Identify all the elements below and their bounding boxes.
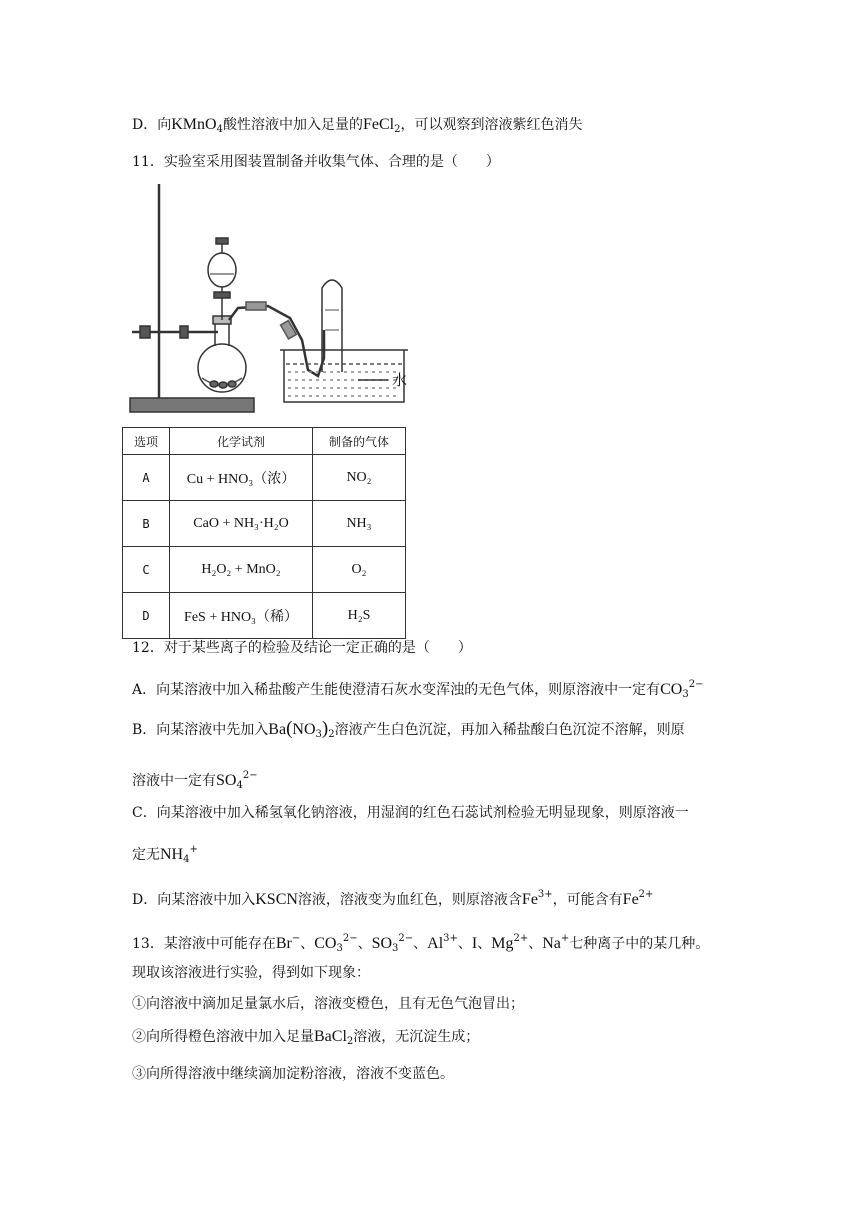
option-text: 溶液产生白色沉淀，再加入稀盐酸白色沉淀不溶解，则原 [334,722,685,738]
separator: 、 [300,936,315,952]
stem-text: 七种离子中的某几种。 [569,936,710,952]
header-gas: 制备的气体 [313,428,406,455]
separatory-funnel [208,253,236,287]
q10-d-text: D．向 [132,117,172,133]
cell-reagent: FeS + HNO₃（稀） [170,593,313,639]
water-label: 水 [392,371,408,389]
separator: 、 [477,936,492,952]
formula: Fe [521,891,538,908]
formula: Mg [491,935,514,952]
subscript: 3 [315,729,322,740]
cell-option: D [123,593,170,639]
cell-option: B [123,501,170,547]
cell-option: C [123,547,170,593]
q12-option-b [132,718,685,746]
formula: Fe [622,891,639,908]
formula: NH [160,846,184,863]
subscript: 4 [236,780,243,791]
subscript: 2 [394,124,401,135]
step-text: 溶液，无沉淀生成； [353,1029,480,1045]
superscript: 2+ [513,933,529,944]
superscript: 2− [342,933,358,944]
superscript: 2− [398,933,414,944]
superscript: 2+ [638,889,654,900]
q10-d-text: 酸性溶液中加入足量的 [222,117,363,133]
superscript: 3+ [443,933,458,944]
subscript: 3 [336,943,343,954]
clamp-knob [140,326,150,338]
header-reagent: 化学试剂 [170,428,313,455]
formula: CO [314,935,337,952]
option-text: A．向某溶液中加入稀盐酸产生能使澄清石灰水变浑浊的无色气体，则原溶液中一定有 [132,682,661,698]
header-option: 选项 [123,428,170,455]
q12-option-a [132,674,703,706]
cell-gas: NH₃ [313,501,406,547]
option-text: B．向某溶液中先加入 [132,722,269,738]
superscript: 2− [242,770,258,781]
cell-option: A [123,455,170,501]
formula: KMnO [171,116,217,133]
paren: ( [286,718,293,739]
cell-reagent: Cu + HNO₃（浓） [170,455,313,501]
subscript: 4 [216,124,223,135]
separator: 、 [357,936,372,952]
option-text: ，可能含有 [552,892,623,908]
superscript: − [291,933,301,944]
cell-gas: NO₂ [313,455,406,501]
clamp-boss [180,326,188,338]
q11-stem: 11．实验室采用图装置制备并收集气体、合理的是（ ） [132,154,500,170]
superscript: 3+ [537,889,553,900]
superscript: + [189,844,198,855]
stem-text: 13．某溶液中可能存在 [132,936,276,952]
table-row [123,501,406,547]
formula: Ba [268,721,287,738]
option-text: 溶液中一定有 [132,773,216,789]
delivery-tube [229,306,324,376]
q12-option-d [132,884,653,911]
table-row [123,455,406,501]
formula: BaCl [314,1028,347,1045]
q13-step3: ③向所得溶液中继续滴加淀粉溶液，溶液不变蓝色。 [132,1066,454,1082]
cell-gas: H₂S [313,593,406,639]
formula: SO [371,935,393,952]
formula: FeCl [362,116,395,133]
option-text: 定无 [132,847,160,863]
formula: CO [660,681,683,698]
formula: NO [292,721,316,738]
cell-gas: O₂ [313,547,406,593]
subscript: 3 [392,943,399,954]
option-text: 溶液，溶液变为血红色，则原溶液含 [297,892,522,908]
subscript: 2 [328,729,335,740]
separator: 、 [413,936,428,952]
formula: KSCN [255,891,298,908]
cell-reagent: H₂O₂ + MnO₂ [170,547,313,593]
paren: ) [321,718,329,739]
subscript: 2 [346,1036,354,1047]
stand-base [130,398,254,412]
q13-step1: ①向溶液中滴加足量氯水后，溶液变橙色，且有无色气泡冒出； [132,996,524,1012]
q10-option-d [132,114,582,141]
separator: 、 [528,936,543,952]
q12-option-c: C．向某溶液中加入稀氢氧化钠溶液，用湿润的红色石蕊试剂检验无明显现象，则原溶液一 [132,805,689,821]
q12-stem: 12．对于某些离子的检验及结论一定正确的是（ ） [132,640,472,656]
formula: Al [427,935,444,952]
superscript: 2− [688,679,704,690]
q13-line2: 现取该溶液进行实验，得到如下现象： [132,965,370,981]
q12-option-b-cont [132,765,258,797]
formula: Na [542,935,561,952]
water-trough [284,350,404,402]
subscript: 4 [183,854,190,865]
formula: SO [216,772,237,789]
step-text: ②向所得橙色溶液中加入足量 [132,1029,314,1045]
options-table [122,427,406,639]
table-row [123,593,406,639]
q13-step2 [132,1026,479,1053]
rubber-tube [246,302,266,310]
table-header-row [123,428,406,455]
apparatus-figure [118,180,418,420]
q12-option-c-cont [132,839,198,871]
cell-reagent: CaO + NH₃·H₂O [170,501,313,547]
option-text: D．向某溶液中加入 [132,892,256,908]
separator: 、 [457,936,472,952]
table-row [123,547,406,593]
q10-d-text: ，可以观察到溶液紫红色消失 [400,117,583,133]
formula: Br [275,935,292,952]
superscript: + [560,933,570,944]
formula: I [471,935,478,952]
q13-stem [132,928,709,960]
subscript: 3 [682,689,689,700]
